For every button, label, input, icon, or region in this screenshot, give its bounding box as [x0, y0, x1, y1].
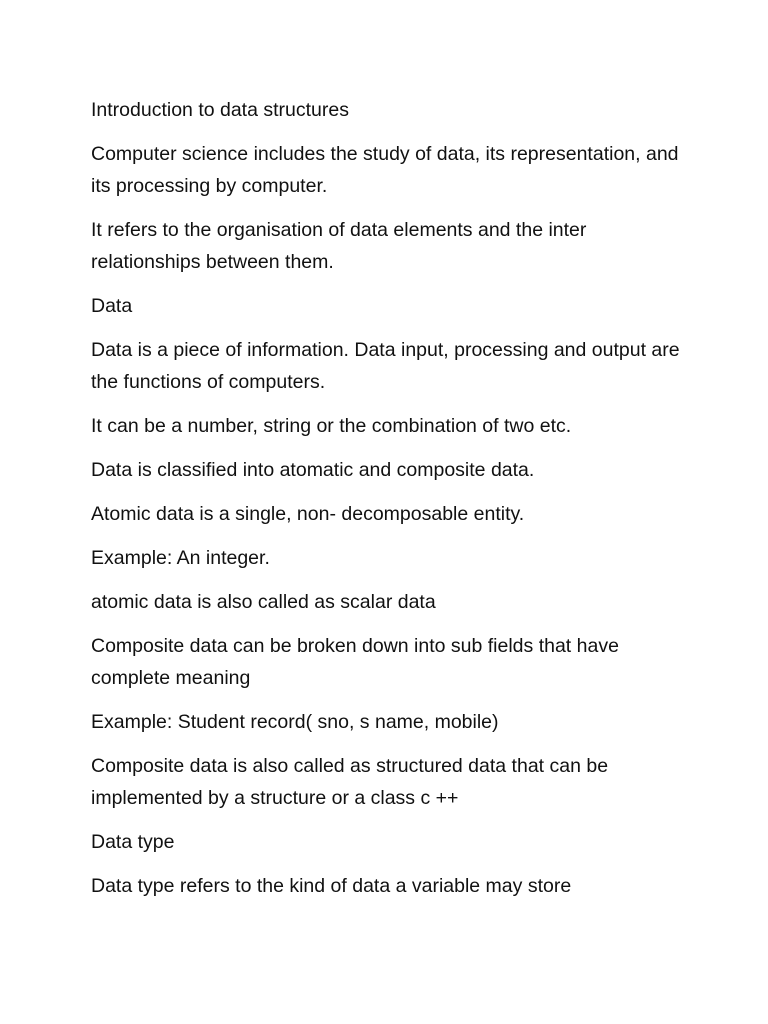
paragraph-data-definition: Data is a piece of information. Data input, processing and output are the functions of computers.	[91, 339, 680, 393]
heading-introduction: Introduction to data structures	[91, 99, 349, 121]
paragraph-atomic-example: Example: An integer.	[91, 547, 270, 569]
heading-data: Data	[91, 295, 133, 317]
paragraph-scalar-data: atomic data is also called as scalar data	[91, 591, 436, 613]
heading-data-type: Data type	[91, 831, 175, 853]
paragraph-data-classification: Data is classified into atomatic and composite data.	[91, 459, 535, 481]
paragraph-composite-data: Composite data can be broken down into sub fields that have complete meaning	[91, 635, 619, 689]
paragraph-atomic-data: Atomic data is a single, non- decomposable entity.	[91, 503, 525, 525]
paragraph-structured-data: Composite data is also called as structured data that can be implemented by a structure or a class c ++	[91, 755, 609, 809]
paragraph-computer-science: Computer science includes the study of data, its representation, and its processing by computer.	[91, 143, 679, 197]
paragraph-data-forms: It can be a number, string or the combination of two etc.	[91, 415, 572, 437]
paragraph-organisation: It refers to the organisation of data elements and the inter relationships between them.	[91, 219, 587, 273]
paragraph-data-type-definition: Data type refers to the kind of data a variable may store	[91, 875, 572, 897]
paragraph-composite-example: Example: Student record( sno, s name, mobile)	[91, 711, 499, 733]
document-body	[91, 94, 691, 914]
